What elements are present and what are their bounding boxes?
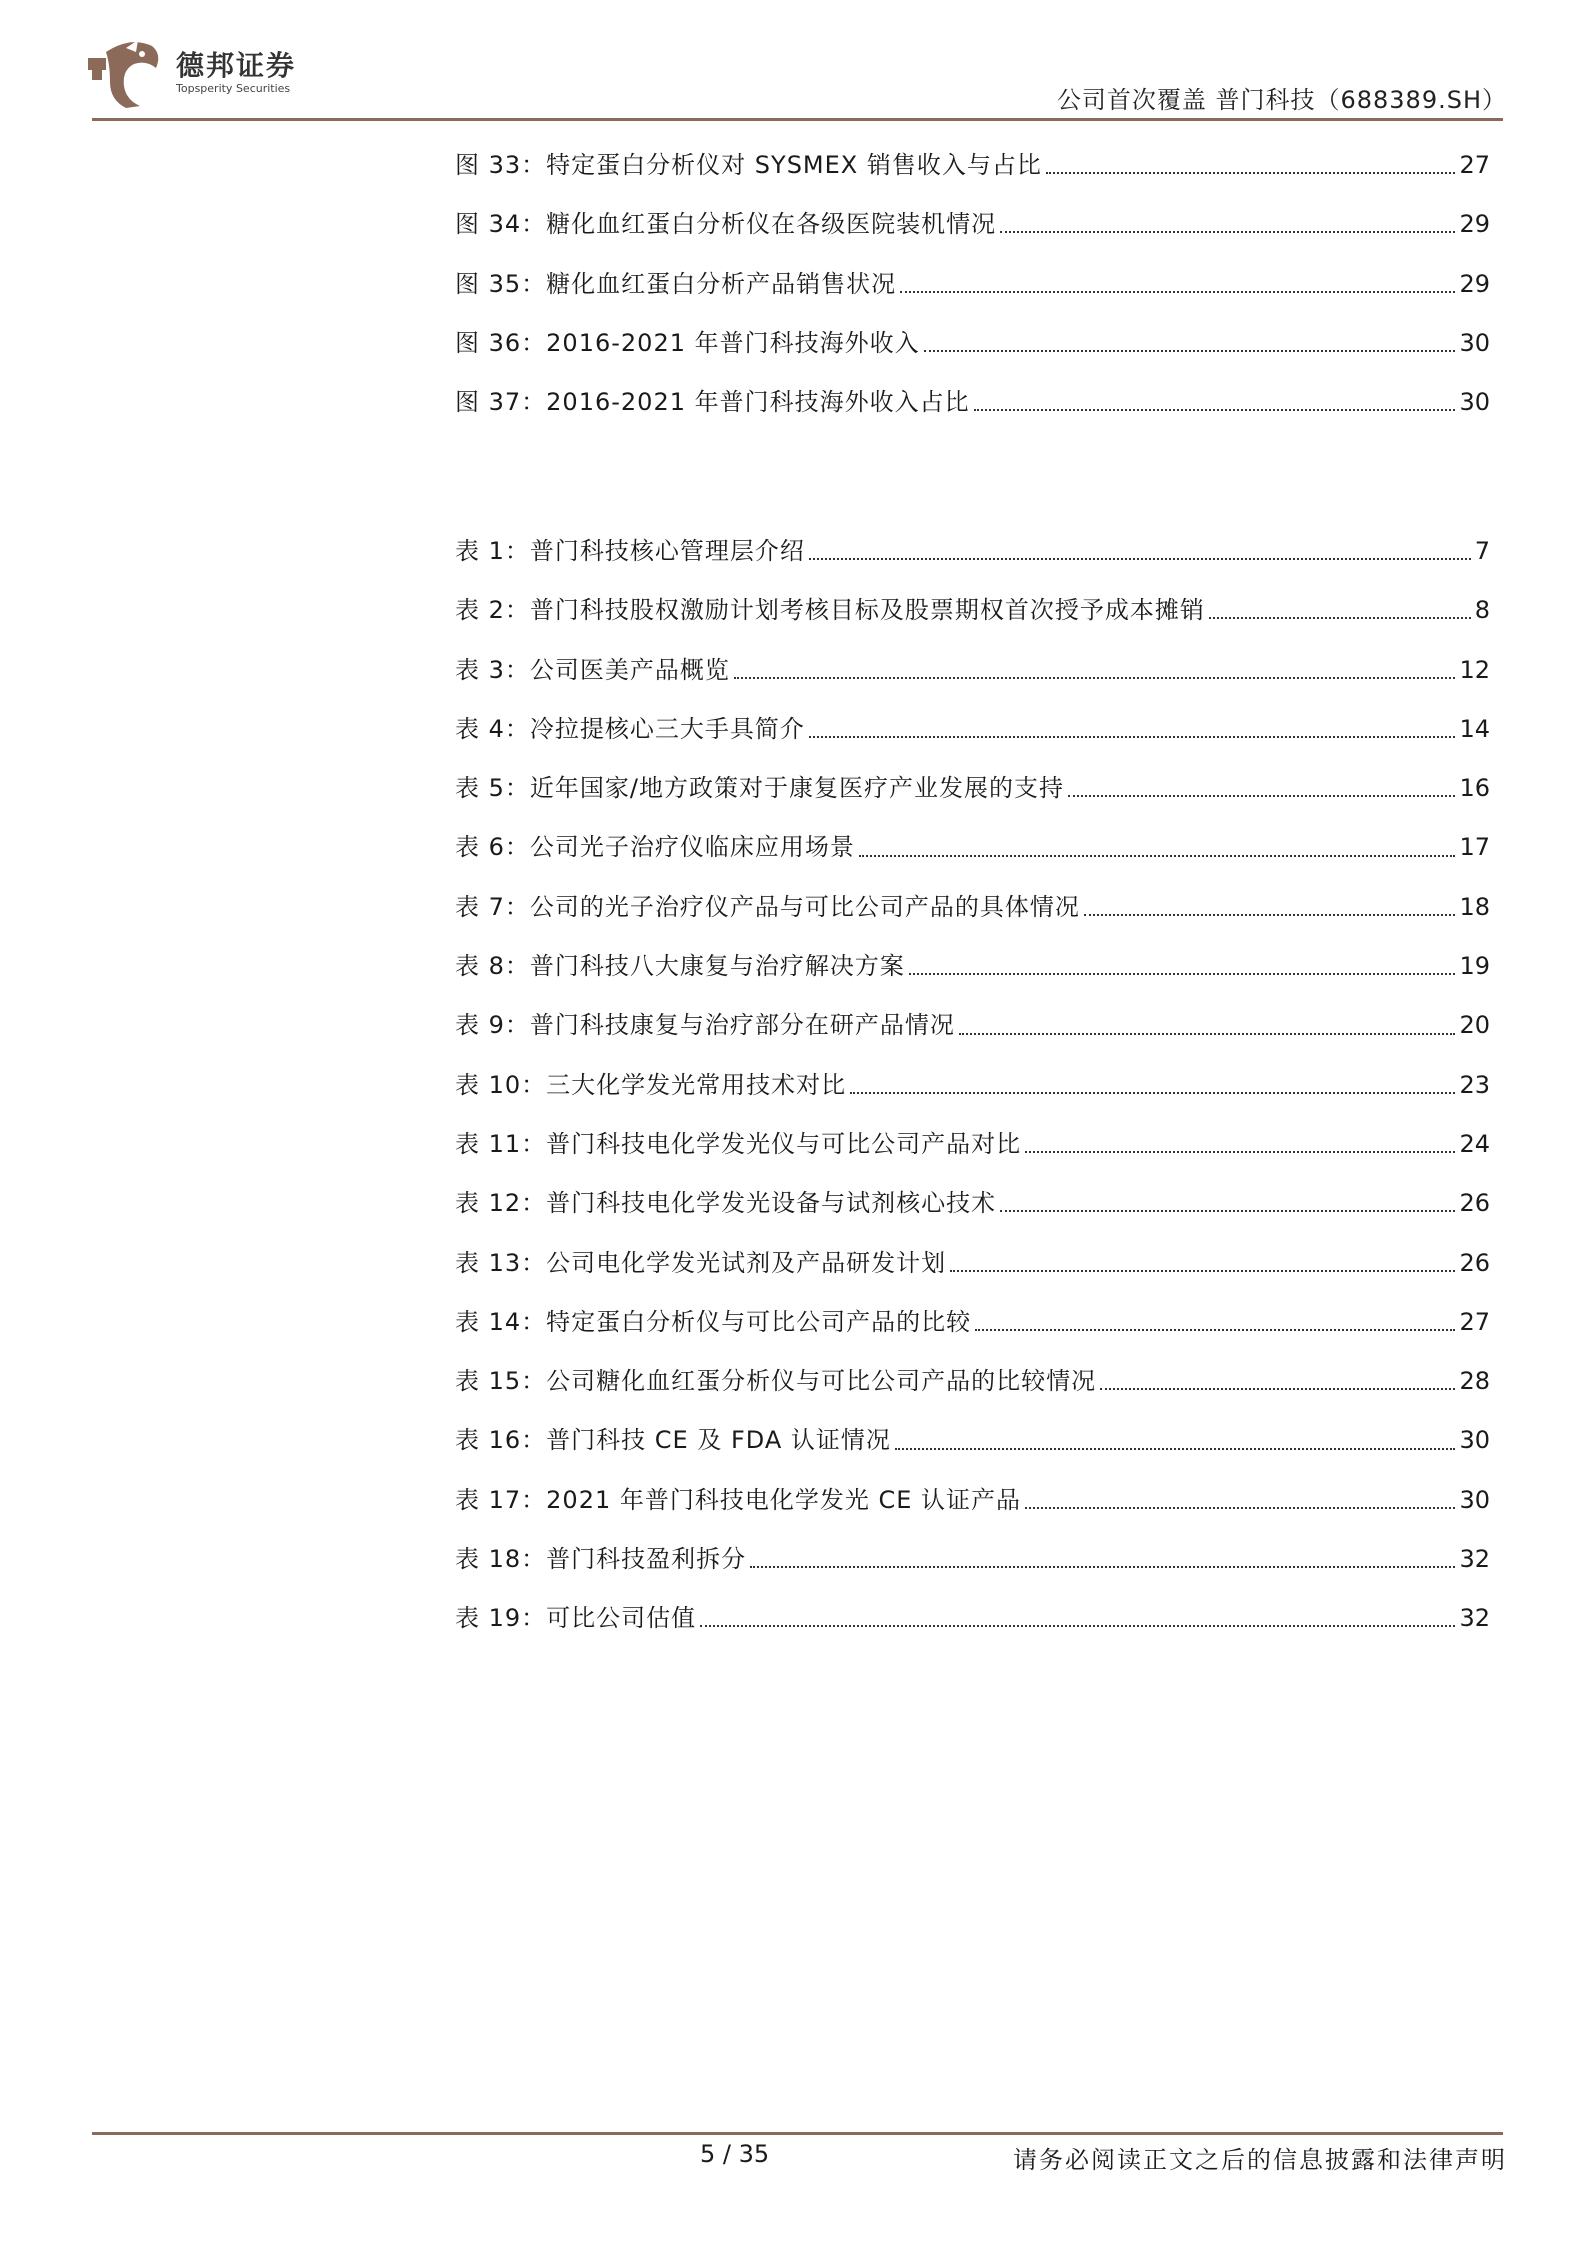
- toc-page: 20: [1459, 1011, 1490, 1040]
- toc-page: 18: [1459, 892, 1490, 921]
- figure-list: [455, 136, 1490, 432]
- table-list: [455, 522, 1490, 1649]
- toc-page: 27: [1459, 1307, 1490, 1336]
- toc-entry[interactable]: [455, 1293, 1490, 1352]
- toc-page: 16: [1459, 774, 1490, 803]
- toc-page: 30: [1459, 388, 1490, 417]
- toc-title: 表 13：公司电化学发光试剂及产品研发计划: [455, 1248, 947, 1277]
- leader-dots: [975, 1328, 1455, 1331]
- toc-title: 表 7：公司的光子治疗仪产品与可比公司产品的具体情况: [455, 892, 1080, 921]
- toc-page: 7: [1474, 537, 1490, 565]
- toc-entry[interactable]: [455, 1471, 1490, 1530]
- leader-dots: [950, 1269, 1455, 1272]
- leader-dots: [1000, 230, 1455, 233]
- toc-entry[interactable]: [455, 1352, 1490, 1411]
- toc-title: 图 36：2016-2021 年普门科技海外收入: [455, 328, 920, 357]
- toc-entry[interactable]: [455, 1589, 1490, 1648]
- toc-title: 图 37：2016-2021 年普门科技海外收入占比: [455, 388, 970, 417]
- toc-entry[interactable]: [455, 522, 1490, 581]
- leader-dots: [1209, 616, 1471, 619]
- toc-page: 32: [1459, 1545, 1490, 1574]
- toc-entry[interactable]: [455, 1115, 1490, 1174]
- toc-entry[interactable]: [455, 581, 1490, 640]
- topsperity-logo-icon: [86, 34, 166, 112]
- toc-page: 26: [1459, 1248, 1490, 1277]
- toc-entry[interactable]: [455, 1174, 1490, 1233]
- toc-page: 30: [1459, 1485, 1490, 1514]
- toc-page: 28: [1459, 1367, 1490, 1396]
- toc-title: 表 11：普门科技电化学发光仪与可比公司产品对比: [455, 1129, 1022, 1158]
- toc-entry[interactable]: [455, 700, 1490, 759]
- toc-entry[interactable]: [455, 1411, 1490, 1470]
- leader-dots: [1084, 913, 1456, 916]
- leader-dots: [974, 408, 1456, 411]
- toc-entry[interactable]: [455, 1056, 1490, 1115]
- toc-title: 表 12：普门科技电化学发光设备与试剂核心技术: [455, 1189, 997, 1218]
- toc-entry[interactable]: [455, 641, 1490, 700]
- leader-dots: [900, 290, 1455, 293]
- leader-dots: [850, 1091, 1455, 1094]
- leader-dots: [700, 1624, 1455, 1627]
- leader-dots: [1025, 1506, 1455, 1509]
- leader-dots: [859, 854, 1456, 857]
- toc-entry[interactable]: [455, 1530, 1490, 1589]
- footer-divider: [92, 2132, 1503, 2135]
- toc-entry[interactable]: [455, 195, 1490, 254]
- toc-page: 30: [1459, 328, 1490, 357]
- toc-entry[interactable]: [455, 878, 1490, 937]
- toc-title: 表 17：2021 年普门科技电化学发光 CE 认证产品: [455, 1485, 1022, 1514]
- toc-entry[interactable]: [455, 314, 1490, 373]
- toc-title: 表 5：近年国家/地方政策对于康复医疗产业发展的支持: [455, 774, 1064, 803]
- toc-page: 29: [1459, 269, 1490, 298]
- toc-entry[interactable]: [455, 996, 1490, 1055]
- leader-dots: [1025, 1150, 1455, 1153]
- toc-title: 表 8：普门科技八大康复与治疗解决方案: [455, 952, 905, 981]
- toc-page: 27: [1459, 151, 1490, 179]
- toc-entry[interactable]: [455, 255, 1490, 314]
- leader-dots: [809, 557, 1471, 560]
- toc-entry[interactable]: [455, 818, 1490, 877]
- toc-entry[interactable]: [455, 759, 1490, 818]
- header-title: 公司首次覆盖 普门科技（688389.SH）: [1056, 86, 1507, 114]
- leader-dots: [1068, 794, 1455, 797]
- toc-page: 26: [1459, 1189, 1490, 1218]
- toc-title: 表 10：三大化学发光常用技术对比: [455, 1070, 847, 1099]
- toc-title: 图 35：糖化血红蛋白分析产品销售状况: [455, 269, 897, 298]
- toc-title: 表 15：公司糖化血红蛋分析仪与可比公司产品的比较情况: [455, 1367, 1097, 1396]
- toc-title: 表 2：普门科技股权激励计划考核目标及股票期权首次授予成本摊销: [455, 596, 1205, 625]
- brand-logo: [86, 34, 306, 114]
- toc-page: 14: [1459, 714, 1490, 743]
- brand-name-en: Topsperity Securities: [176, 82, 291, 95]
- brand-name-cn: 德邦证券: [176, 49, 297, 82]
- leader-dots: [924, 349, 1456, 352]
- disclaimer-note: 请务必阅读正文之后的信息披露和法律声明: [1013, 2146, 1507, 2174]
- toc-entry[interactable]: [455, 1234, 1490, 1293]
- leader-dots: [909, 972, 1456, 975]
- leader-dots: [895, 1447, 1456, 1450]
- toc-title: 表 9：普门科技康复与治疗部分在研产品情况: [455, 1011, 955, 1040]
- header-divider: [92, 118, 1503, 121]
- leader-dots: [1000, 1209, 1455, 1212]
- toc-page: 30: [1459, 1426, 1490, 1455]
- toc-page: 29: [1459, 210, 1490, 239]
- toc-title: 表 1：普门科技核心管理层介绍: [455, 537, 805, 565]
- toc-page: 12: [1459, 655, 1490, 684]
- leader-dots: [750, 1565, 1455, 1568]
- toc-page: 17: [1459, 833, 1490, 862]
- toc-title: 表 4：冷拉提核心三大手具简介: [455, 714, 805, 743]
- toc-title: 表 18：普门科技盈利拆分: [455, 1545, 747, 1574]
- toc-title: 表 19：可比公司估值: [455, 1604, 697, 1633]
- leader-dots: [809, 735, 1456, 738]
- toc-title: 表 3：公司医美产品概览: [455, 655, 730, 684]
- page-number: 5 / 35: [700, 2140, 770, 2168]
- toc-title: 表 16：普门科技 CE 及 FDA 认证情况: [455, 1426, 891, 1455]
- leader-dots: [959, 1032, 1456, 1035]
- leader-dots: [1046, 171, 1456, 174]
- toc-title: 表 6：公司光子治疗仪临床应用场景: [455, 833, 855, 862]
- toc-page: 24: [1459, 1129, 1490, 1158]
- leader-dots: [1100, 1387, 1455, 1390]
- leader-dots: [734, 676, 1456, 679]
- toc-entry[interactable]: [455, 136, 1490, 195]
- toc-entry[interactable]: [455, 937, 1490, 996]
- toc-page: 8: [1474, 596, 1490, 625]
- toc-page: 19: [1459, 952, 1490, 981]
- toc-title: 图 33：特定蛋白分析仪对 SYSMEX 销售收入与占比: [455, 151, 1042, 179]
- toc-page: 23: [1459, 1070, 1490, 1099]
- toc-entry[interactable]: [455, 373, 1490, 432]
- toc-title: 表 14：特定蛋白分析仪与可比公司产品的比较: [455, 1307, 972, 1336]
- toc-page: 32: [1459, 1604, 1490, 1633]
- toc-title: 图 34：糖化血红蛋白分析仪在各级医院装机情况: [455, 210, 997, 239]
